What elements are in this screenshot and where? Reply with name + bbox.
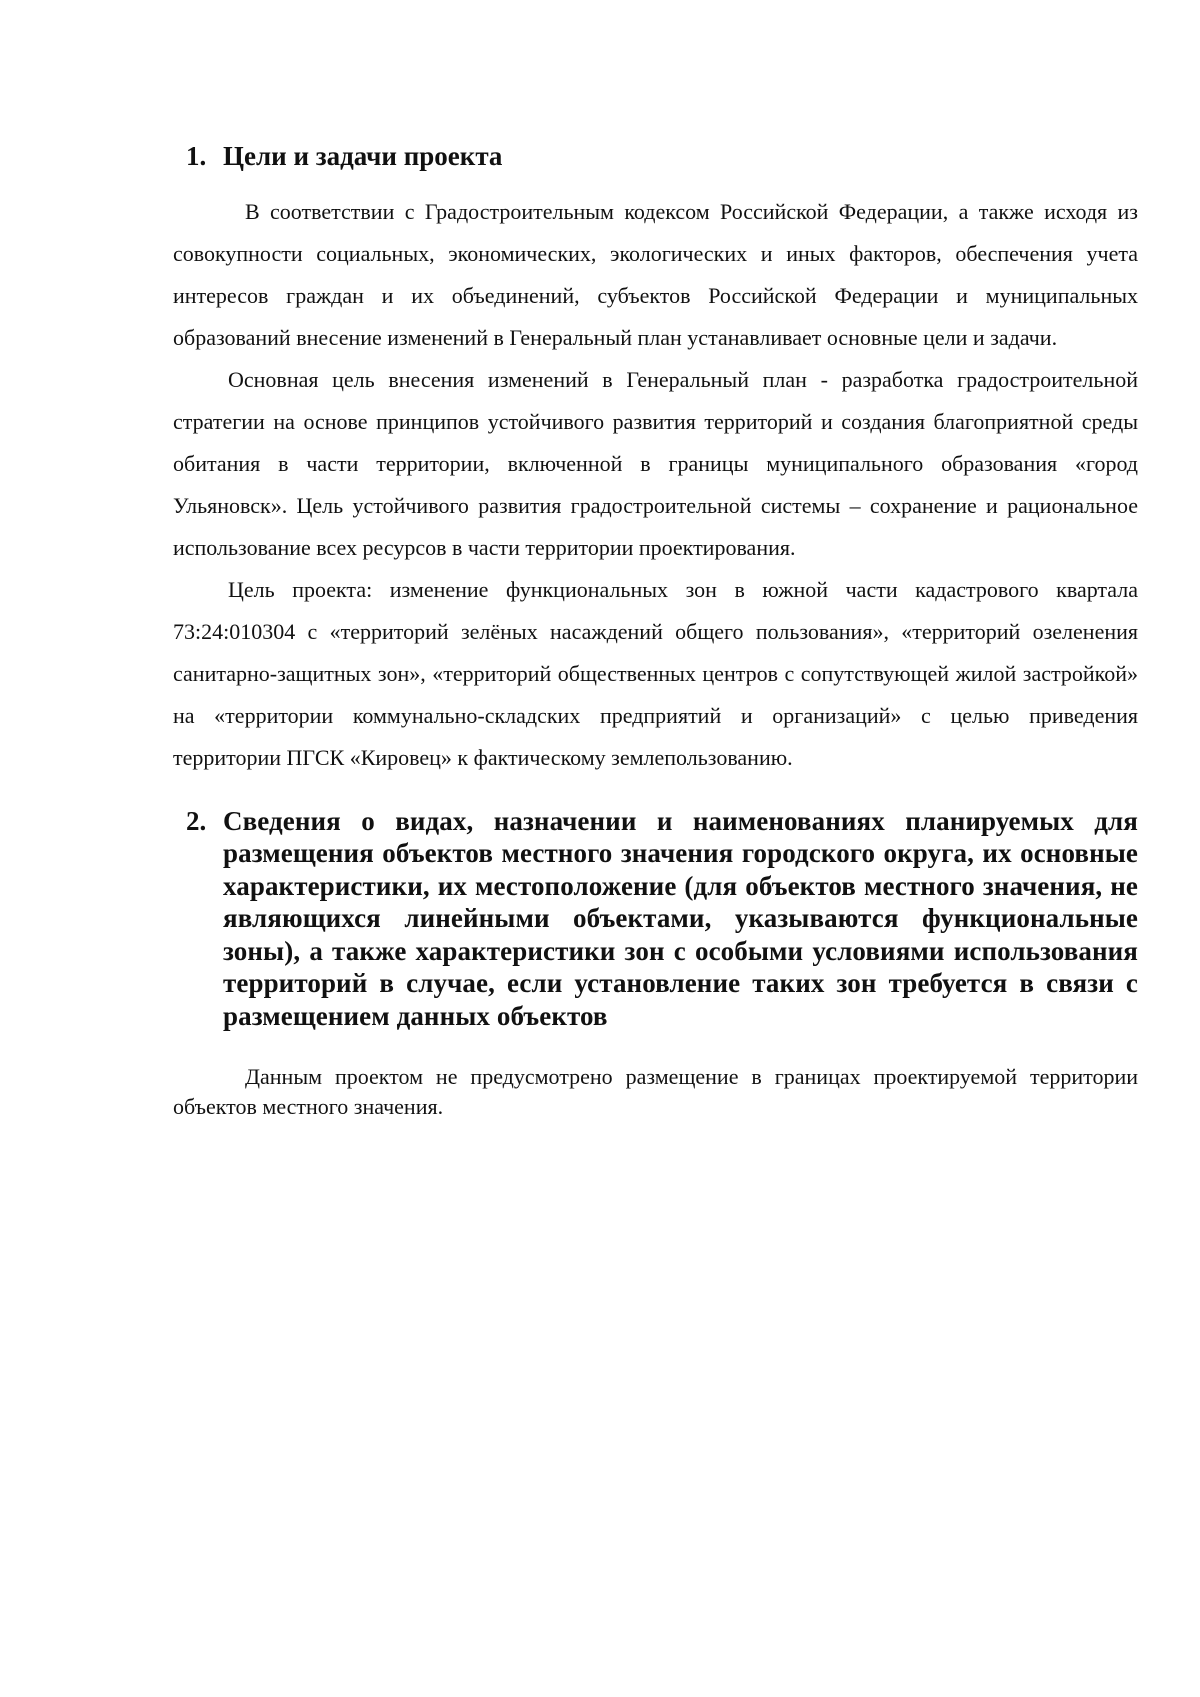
section-1-heading	[173, 140, 1138, 173]
section-1-number: 1.	[186, 141, 207, 171]
section-1-paragraph-1: В соответствии с Градостроительным кодексом Российской Федерации, а также исходя из совокупности социальных, экономических, экологических и иных факторов, обеспечения учета интересов граждан и их объединений, субъектов Российской Федерации и муниципальных образований внесение изменений в Генеральный план устанавливает основные цели и задачи.	[173, 198, 1138, 350]
section-2-number: 2.	[186, 805, 207, 836]
section-1-paragraph-3: Цель проекта: изменение функциональных зон в южной части кадастрового квартала 73:24:010304 с «территорий зелёных насаждений общего пользования», «территорий озеленения санитарно-защитных зон», «территорий общественных центров с сопутствующей жилой застройкой» на «территории коммунально-складских предприятий и организаций» с целью приведения территории ПГСК «Кировец» к фактическому землепользованию.	[173, 576, 1138, 770]
section-2-title: Сведения о видах, назначении и наименованиях планируемых для размещения объектов местного значения городского округа, их основные характеристики, их местоположение (для объектов местного значения, не являющихся линейными объектами, указываются функциональные зоны), а также характеристики зон с особыми условиями использования территорий в случае, если установление таких зон требуется в связи с размещением данных объектов	[223, 805, 1138, 1031]
section-1-title: Цели и задачи проекта	[223, 141, 503, 171]
section-1-paragraph-2: Основная цель внесения изменений в Генеральный план - разработка градостроительной стратегии на основе принципов устойчивого развития территорий и создания благоприятной среды обитания в части территории, включенной в границы муниципального образования «город Ульяновск». Цель устойчивого развития градостроительной системы – сохранение и рациональное использование всех ресурсов в части территории проектирования.	[173, 366, 1138, 560]
document-page	[173, 140, 1138, 1122]
section-2-heading	[173, 805, 1138, 1033]
section-2-paragraph: Данным проектом не предусмотрено размещение в границах проектируемой территории объектов местного значения.	[173, 1064, 1138, 1119]
